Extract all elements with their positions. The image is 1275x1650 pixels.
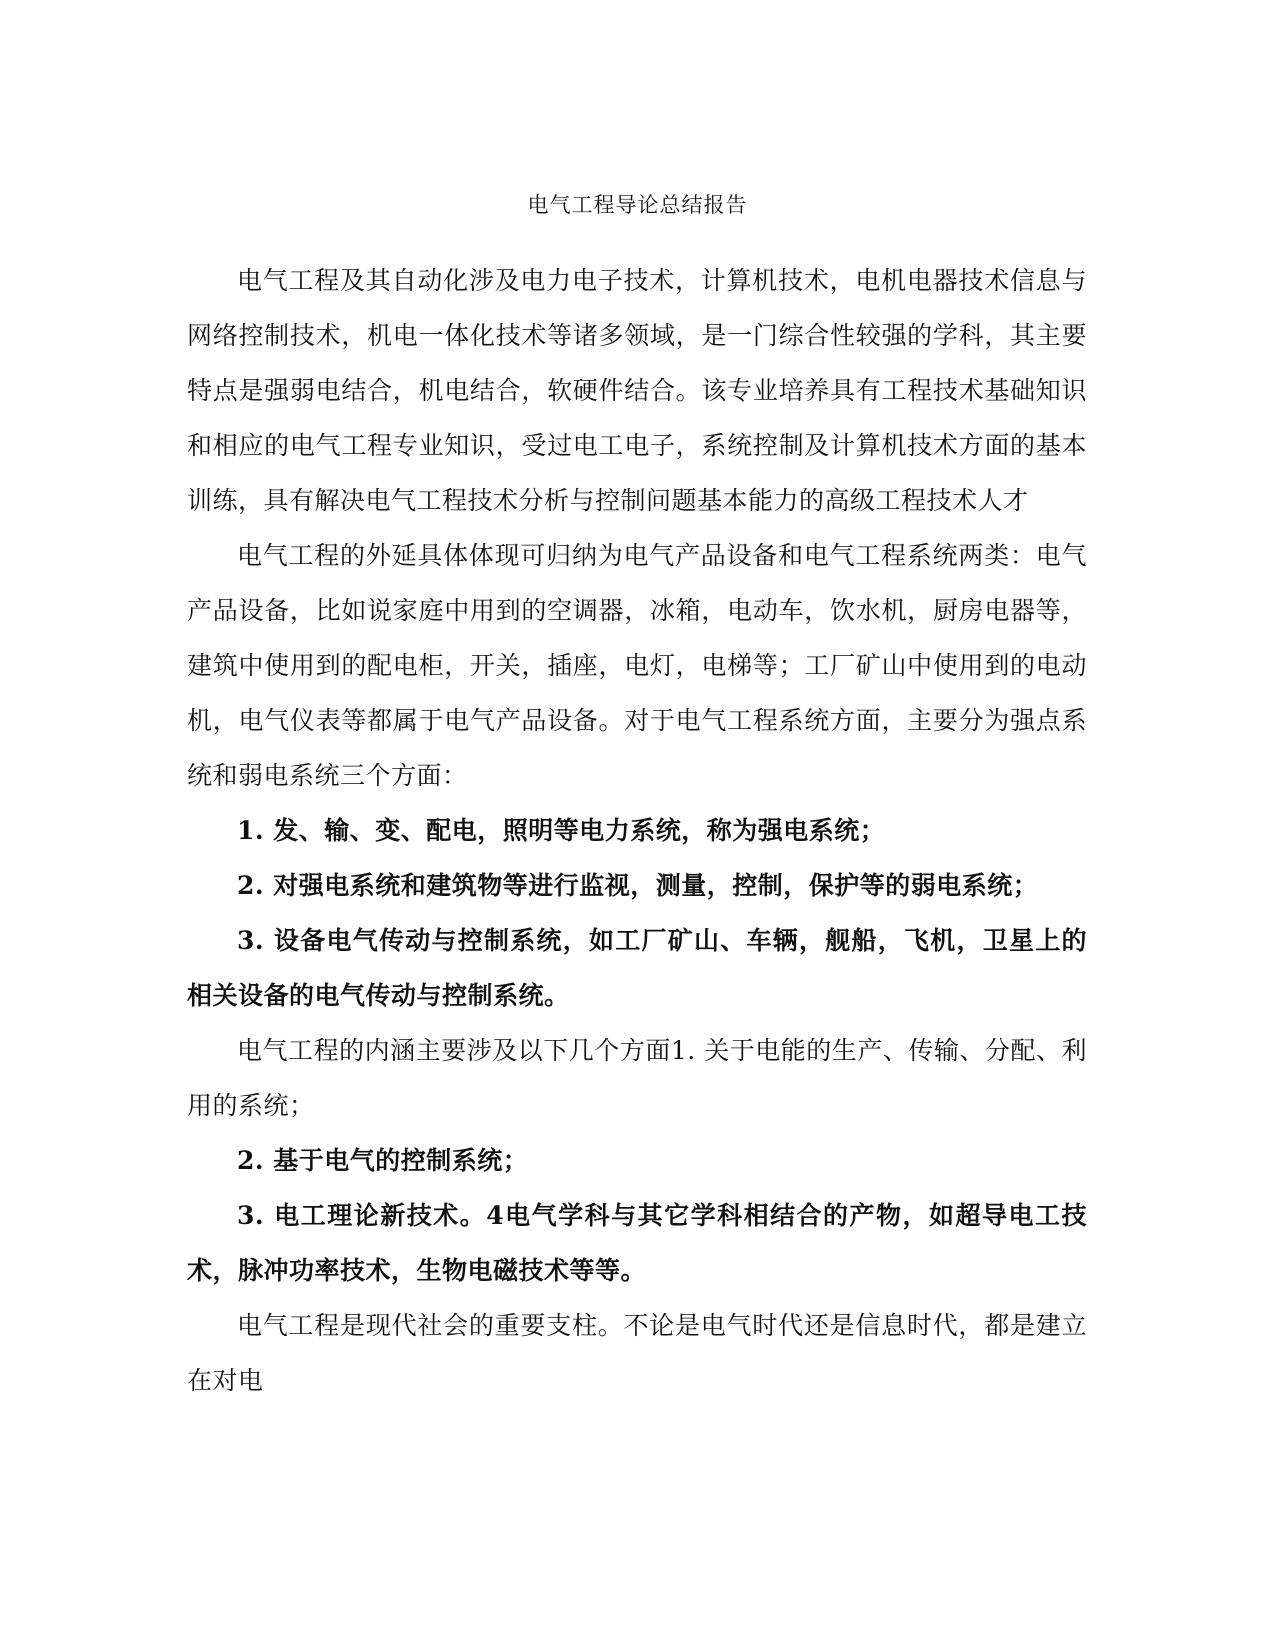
list-item-new-technology: 3. 电工理论新技术。4电气学科与其它学科相结合的产物，如超导电工技术，脉冲功率技术，生物电磁技术等等。 bbox=[187, 1201, 1087, 1285]
page-title: 电气工程导论总结报告 bbox=[527, 193, 748, 217]
list-item-drive-control: 3. 设备电气传动与控制系统，如工厂矿山、车辆，舰船，飞机，卫星上的相关设备的电气传动与控制系统。 bbox=[187, 926, 1087, 1010]
list-item-strong-current: 1. 发、输、变、配电，照明等电力系统，称为强电系统； bbox=[237, 816, 886, 845]
paragraph-extension: 电气工程的外延具体体现可归纳为电气产品设备和电气工程系统两类：电气产品设备，比如说家庭中用到的空调器，冰箱，电动车，饮水机，厨房电器等，建筑中使用到的配电柜，开关，插座，电灯，电梯等；工厂矿山中使用到的电动机，电气仪表等都属于电气产品设备。对于电气工程系统方面，主要分为强点系统和弱电系统三个方面： bbox=[187, 541, 1087, 790]
paragraph-connotation: 电气工程的内涵主要涉及以下几个方面1. 关于电能的生产、传输、分配、利用的系统； bbox=[187, 1036, 1087, 1120]
list-item-weak-current: 2. 对强电系统和建筑物等进行监视，测量，控制，保护等的弱电系统； bbox=[237, 871, 1039, 900]
paragraph-pillar: 电气工程是现代社会的重要支柱。不论是电气时代还是信息时代，都是建立在对电 bbox=[187, 1311, 1087, 1395]
list-item-control-system: 2. 基于电气的控制系统； bbox=[237, 1146, 529, 1175]
document-body bbox=[187, 253, 1087, 1408]
paragraph-intro: 电气工程及其自动化涉及电力电子技术，计算机技术，电机电器技术信息与网络控制技术，机电一体化技术等诸多领域，是一门综合性较强的学科，其主要特点是强弱电结合，机电结合，软硬件结合。该专业培养具有工程技术基础知识和相应的电气工程专业知识，受过电工电子，系统控制及计算机技术方面的基本训练，具有解决电气工程技术分析与控制问题基本能力的高级工程技术人才 bbox=[187, 266, 1087, 515]
